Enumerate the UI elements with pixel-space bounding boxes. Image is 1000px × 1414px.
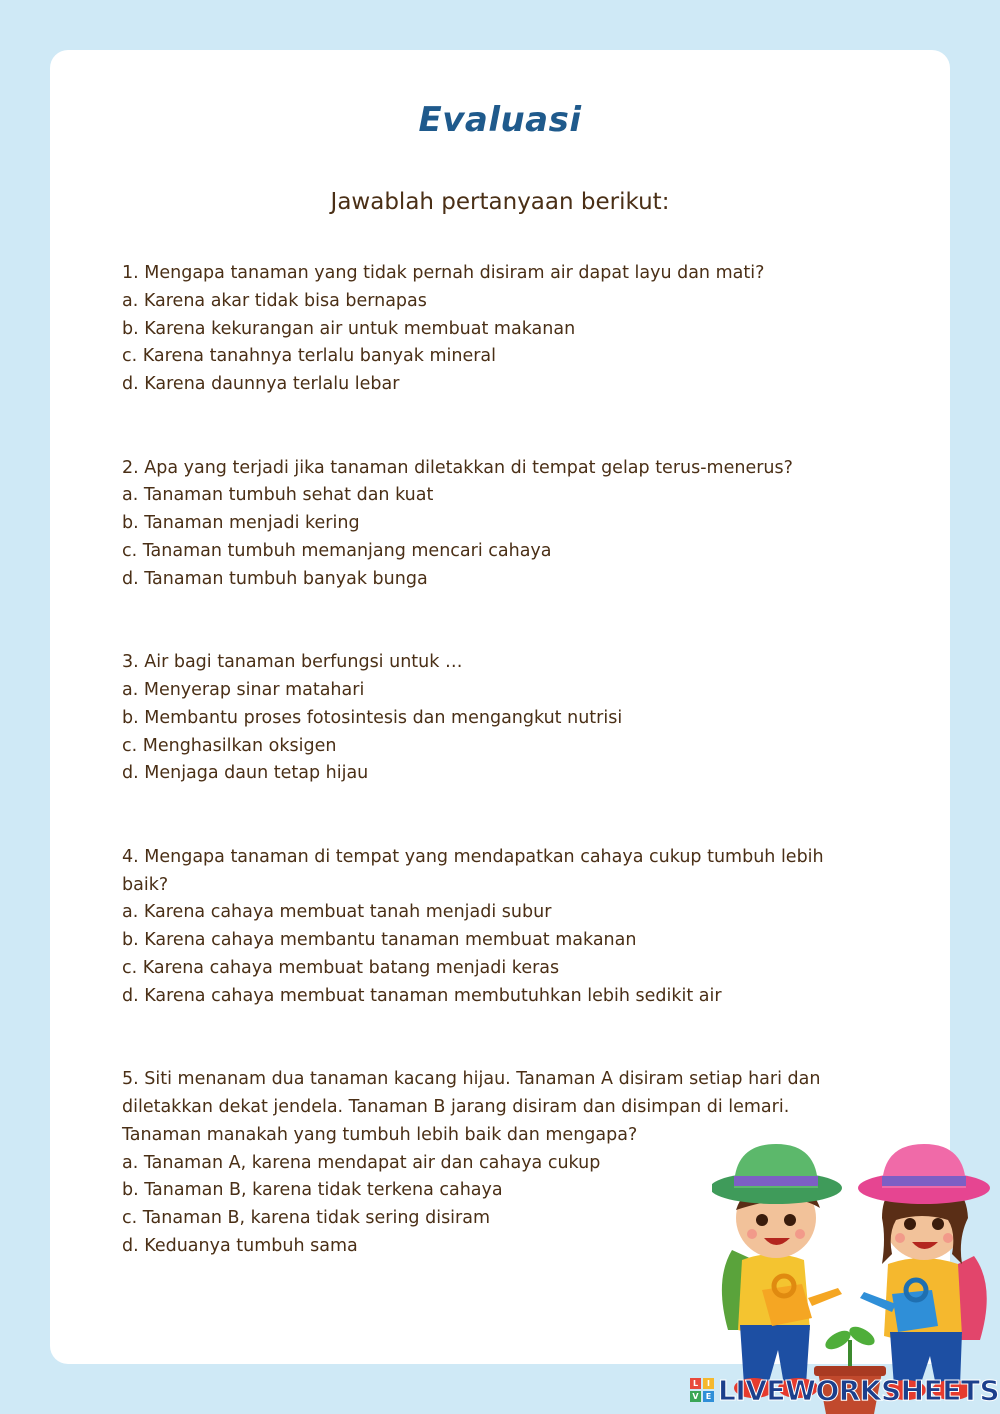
option-b[interactable]: b. Membantu proses fotosintesis dan mengangkut nutrisi [122,707,623,728]
option-b[interactable]: b. Tanaman menjadi kering [122,513,360,534]
option-c[interactable]: c. Karena tanahnya terlalu banyak mineral [122,346,496,367]
question-text: 5. Siti menanam dua tanaman kacang hijau. Tanaman A disiram setiap hari dan diletakkan dekat jendela. Tanaman B jarang disiram dan disimpan di lemari. Tanaman manakah yang tumbuh lebih baik dan mengapa? [122,1069,821,1145]
logo-text: LIVEWORKSHEETS [718,1373,1000,1407]
question-block-1 [122,260,852,399]
question-text: 3. Air bagi tanaman berfungsi untuk … [122,652,463,673]
liveworksheets-logo [690,1374,999,1406]
option-b[interactable]: b. Karena kekurangan air untuk membuat makanan [122,318,576,339]
option-a[interactable]: a. Karena cahaya membuat tanah menjadi subur [122,902,552,923]
option-b[interactable]: b. Tanaman B, karena tidak terkena cahaya [122,1180,503,1201]
option-c[interactable]: c. Menghasilkan oksigen [122,735,337,756]
instructions: Jawablah pertanyaan berikut: [330,189,670,215]
question-text: 1. Mengapa tanaman yang tidak pernah disiram air dapat layu dan mati? [122,263,765,283]
option-b[interactable]: b. Karena cahaya membantu tanaman membuat makanan [122,930,637,951]
option-c[interactable]: c. Tanaman tumbuh memanjang mencari cahaya [122,540,552,561]
question-block-3 [122,649,852,788]
option-d[interactable]: d. Menjaga daun tetap hijau [122,763,369,784]
question-text: 2. Apa yang terjadi jika tanaman diletakkan di tempat gelap terus-menerus? [122,457,793,478]
option-d[interactable]: d. Keduanya tumbuh sama [122,1235,358,1256]
question-block-2 [122,455,852,594]
page-title: Evaluasi [418,100,582,140]
option-c[interactable]: c. Tanaman B, karena tidak sering disiram [122,1208,491,1229]
question-block-4 [122,844,852,1011]
option-d[interactable]: d. Karena cahaya membuat tanaman membutuhkan lebih sedikit air [122,985,722,1006]
option-a[interactable]: a. Tanaman A, karena mendapat air dan cahaya cukup [122,1152,601,1173]
option-d[interactable]: d. Karena daunnya terlalu lebar [122,374,400,395]
logo-blocks-icon: L I V E [690,1378,714,1402]
question-text: 4. Mengapa tanaman di tempat yang mendapatkan cahaya cukup tumbuh lebih baik? [122,846,824,895]
option-a[interactable]: a. Menyerap sinar matahari [122,679,365,700]
option-c[interactable]: c. Karena cahaya membuat batang menjadi keras [122,957,560,978]
option-d[interactable]: d. Tanaman tumbuh banyak bunga [122,568,428,589]
option-a[interactable]: a. Karena akar tidak bisa bernapas [122,290,427,311]
option-a[interactable]: a. Tanaman tumbuh sehat dan kuat [122,485,434,506]
